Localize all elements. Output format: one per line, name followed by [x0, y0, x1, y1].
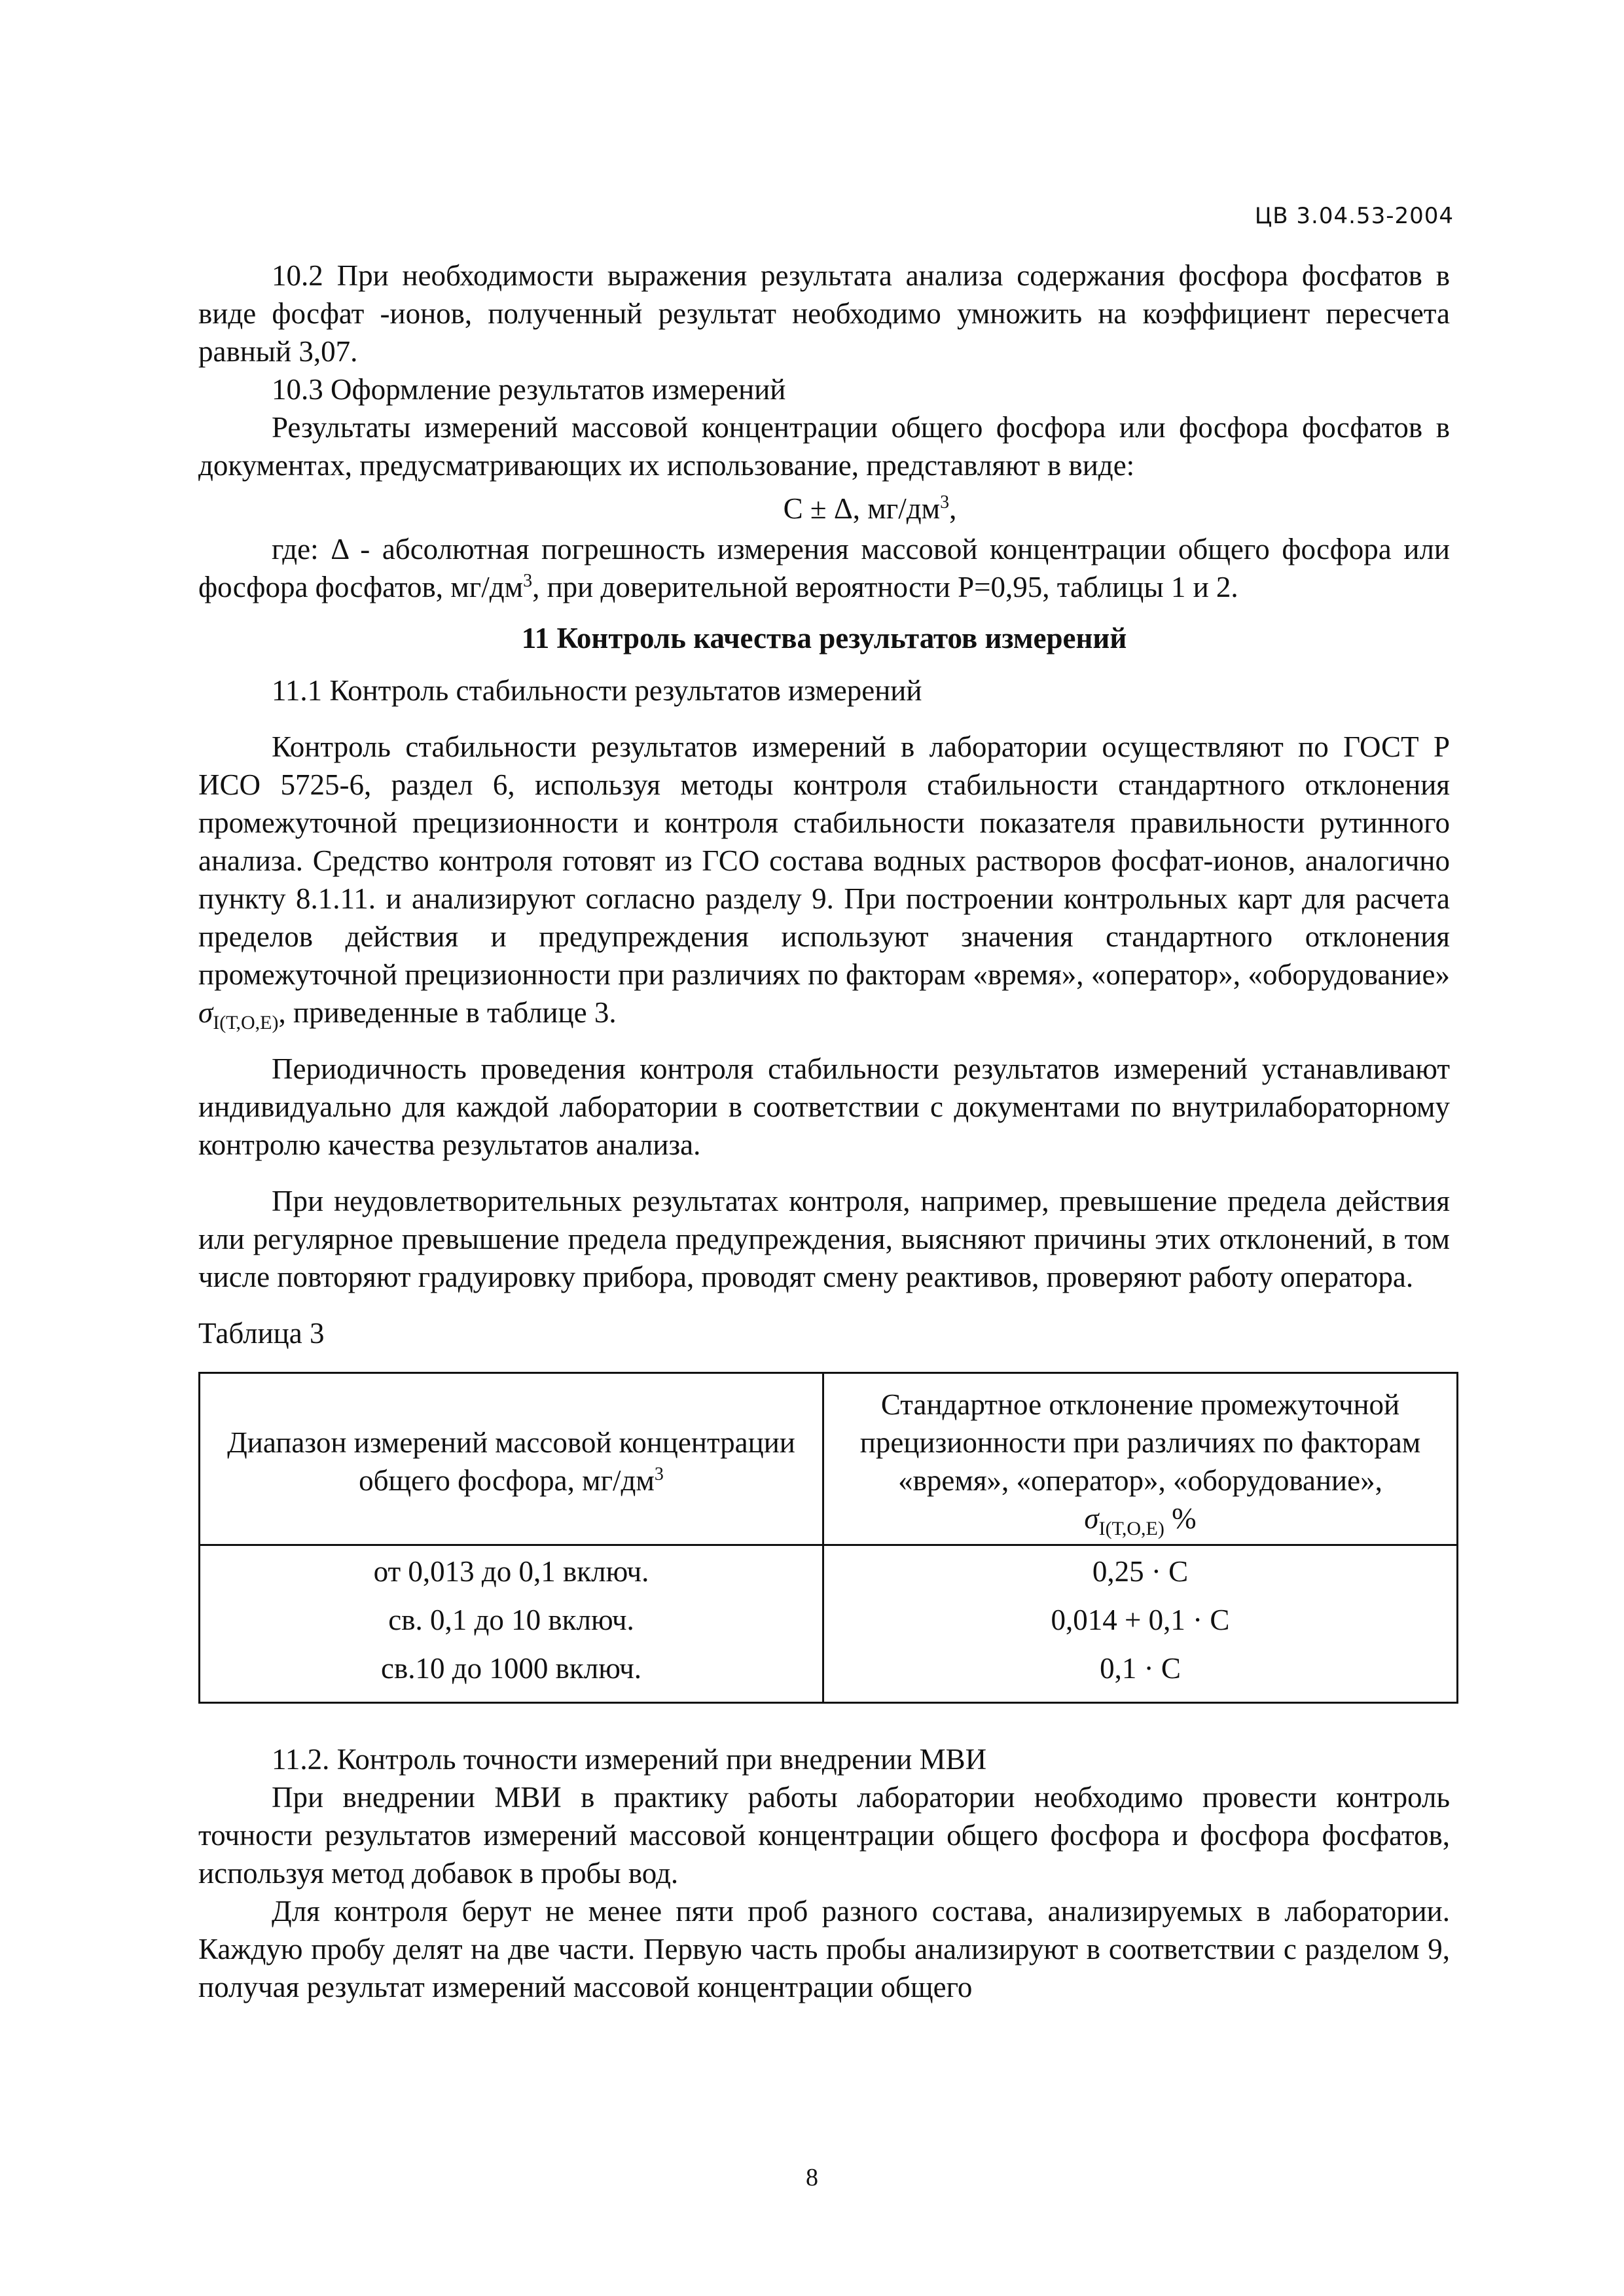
table-caption: Таблица 3	[198, 1317, 325, 1350]
table-3	[198, 1372, 1458, 1704]
table-cell-range: от 0,013 до 0,1 включ.	[200, 1545, 823, 1596]
sigma-subscript: I(Т,О,Е)	[213, 1012, 279, 1033]
spacer	[198, 1031, 1450, 1050]
formula-tail: ,	[949, 492, 957, 525]
table-header-row	[200, 1373, 1458, 1545]
heading-10-3: 10.3 Оформление результатов измерений	[272, 373, 786, 406]
formula-main: С ± Δ, мг/дм	[783, 492, 941, 525]
formula-sup: 3	[940, 492, 950, 512]
paragraph-10-3: Результаты измерений массовой концентрации общего фосфора или фосфора фосфатов в документах, предусматривающих их использование, представляют в виде:	[198, 411, 1450, 482]
paragraph-11-1-a	[198, 728, 1450, 1031]
sigma-symbol: σ	[198, 996, 213, 1029]
table-header-range	[200, 1373, 823, 1545]
table-row	[200, 1545, 1458, 1596]
where-sup: 3	[523, 571, 533, 591]
document-code: ЦВ 3.04.53-2004	[1254, 203, 1454, 229]
formula-result	[198, 490, 1450, 528]
where-text-b: , при доверительной вероятности Р=0,95, таблицы 1 и 2.	[532, 571, 1238, 603]
header-deviation-text: Стандартное отклонение промежуточной прецизионности при различиях по факторам «время», «оператор», «оборудование»,	[859, 1388, 1421, 1497]
header-range-text: Диапазон измерений массовой концентрации общего фосфора, мг/дм	[227, 1426, 795, 1497]
header-unit: %	[1164, 1502, 1197, 1535]
paragraph-11-1-c: При неудовлетворительных результатах контроля, например, превышение предела действия или регулярное превышение предела предупреждения, выясняют причины этих отклонений, в том числе повторяют градуировку прибора, проводят смену реактивов, проверяют работу оператора.	[198, 1185, 1450, 1293]
para-11-1-text-a: Контроль стабильности результатов измерений в лаборатории осуществляют по ГОСТ Р ИСО 5725-6, раздел 6, используя методы контроля стабильности стандартного отклонения промежуточной прецизионности и контроля стабильности показателя правильности рутинного анализа. Средство контроля готовят из ГСО состава водных растворов фосфат-ионов, аналогично пункту 8.1.11. и анализируют согласно разделу 9. При построении контрольных карт для расчета пределов действия и предупреждения используют значения стандартного отклонения промежуточной прецизионности при различиях по факторам «время», «оператор», «оборудование»	[198, 730, 1450, 991]
spacer	[198, 1296, 1450, 1314]
heading-11-1: 11.1 Контроль стабильности результатов измерений	[272, 674, 922, 707]
paragraph-where	[198, 530, 1450, 606]
header-sigma: σ	[1084, 1502, 1099, 1535]
table-row	[200, 1596, 1458, 1644]
paragraph-11-2-a: При внедрении МВИ в практику работы лаборатории необходимо провести контроль точности результатов измерений массовой концентрации общего фосфора и фосфора фосфатов, используя метод добавок в пробы вод.	[198, 1781, 1450, 1890]
table-header-deviation	[823, 1373, 1458, 1545]
table-row	[200, 1644, 1458, 1703]
paragraph-11-2-b: Для контроля берут не менее пяти проб разного состава, анализируемых в лаборатории. Каждую пробу делят на две части. Первую часть пробы анализируют в соответствии с разделом 9, получая результат измерений массовой концентрации общего	[198, 1895, 1450, 2003]
where-text-a: где: Δ - абсолютная погрешность измерения массовой концентрации общего фосфора или фосфора фосфатов, мг/дм	[198, 533, 1450, 603]
spacer	[198, 709, 1450, 728]
document-body	[198, 257, 1450, 2006]
table-cell-range: св. 0,1 до 10 включ.	[200, 1596, 823, 1644]
spacer	[198, 1722, 1450, 1740]
spacer	[198, 1704, 1450, 1722]
table-cell-range: св.10 до 1000 включ.	[200, 1644, 823, 1703]
page-number: 8	[806, 2164, 818, 2191]
paragraph-10-2: 10.2 При необходимости выражения результата анализа содержания фосфора фосфатов в виде фосфат -ионов, полученный результат необходимо умножить на коэффициент пересчета равный 3,07.	[198, 259, 1450, 368]
table-cell-value: 0,1 · С	[823, 1644, 1458, 1703]
header-sigma-sub: I(Т,О,Е)	[1098, 1518, 1164, 1539]
heading-11-2: 11.2. Контроль точности измерений при внедрении МВИ	[272, 1743, 987, 1776]
para-11-1-text-b: , приведенные в таблице 3.	[278, 996, 617, 1029]
header-range-sup: 3	[654, 1464, 664, 1484]
table-cell-value: 0,014 + 0,1 · С	[823, 1596, 1458, 1644]
spacer	[198, 1164, 1450, 1182]
paragraph-11-1-b: Периодичность проведения контроля стабильности результатов измерений устанавливают индивидуально для каждой лаборатории в соответствии с документами по внутрилабораторному контролю качества результатов анализа.	[198, 1052, 1450, 1161]
table-cell-value: 0,25 · С	[823, 1545, 1458, 1596]
section-title-11: 11 Контроль качества результатов измерений	[521, 622, 1127, 655]
